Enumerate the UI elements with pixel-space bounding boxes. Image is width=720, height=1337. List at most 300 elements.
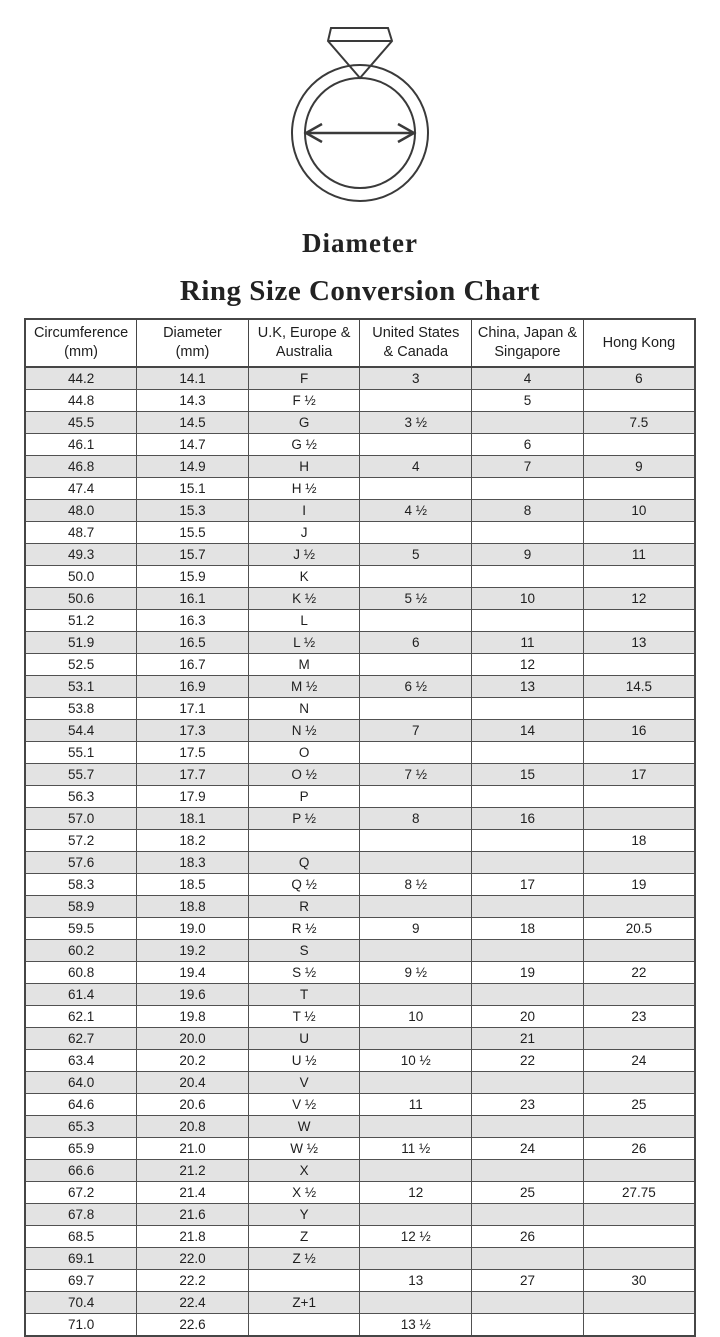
table-cell: 13 ½ xyxy=(360,1314,472,1337)
table-row xyxy=(25,1314,695,1337)
table-cell xyxy=(583,1116,695,1138)
table-row xyxy=(25,1094,695,1116)
table-row xyxy=(25,610,695,632)
table-cell: 4 ½ xyxy=(360,500,472,522)
table-cell: 9 xyxy=(472,544,584,566)
table-cell xyxy=(248,1314,360,1337)
table-cell xyxy=(360,830,472,852)
table-cell: O ½ xyxy=(248,764,360,786)
table-cell xyxy=(360,1028,472,1050)
table-cell: 23 xyxy=(583,1006,695,1028)
table-cell: T xyxy=(248,984,360,1006)
table-cell xyxy=(583,1028,695,1050)
table-cell: 15.7 xyxy=(137,544,249,566)
table-cell xyxy=(248,1270,360,1292)
table-cell: 18.2 xyxy=(137,830,249,852)
page-title: Ring Size Conversion Chart xyxy=(179,275,541,307)
table-row xyxy=(25,676,695,698)
table-cell: 20.4 xyxy=(137,1072,249,1094)
table-cell: 54.4 xyxy=(25,720,137,742)
table-cell: W xyxy=(248,1116,360,1138)
table-cell xyxy=(583,522,695,544)
table-cell: 6 xyxy=(360,632,472,654)
table-cell xyxy=(360,478,472,500)
table-cell xyxy=(472,830,584,852)
table-cell: 53.8 xyxy=(25,698,137,720)
table-cell: 23 xyxy=(472,1094,584,1116)
table-cell: 21 xyxy=(472,1028,584,1050)
table-cell: 12 xyxy=(360,1182,472,1204)
table-cell: M xyxy=(248,654,360,676)
table-cell: 14.5 xyxy=(583,676,695,698)
table-row xyxy=(25,764,695,786)
table-cell xyxy=(360,786,472,808)
table-cell xyxy=(472,940,584,962)
table-cell: P ½ xyxy=(248,808,360,830)
table-cell: 21.4 xyxy=(137,1182,249,1204)
diameter-arrow-icon xyxy=(306,124,414,142)
table-row xyxy=(25,830,695,852)
table-cell: K xyxy=(248,566,360,588)
table-cell: 18.3 xyxy=(137,852,249,874)
table-cell: 10 xyxy=(583,500,695,522)
table-cell: 18.8 xyxy=(137,896,249,918)
table-cell: 5 xyxy=(472,390,584,412)
table-cell xyxy=(360,610,472,632)
table-cell xyxy=(583,984,695,1006)
table-cell: 13 xyxy=(472,676,584,698)
table-cell: 8 ½ xyxy=(360,874,472,896)
table-cell: N xyxy=(248,698,360,720)
table-cell: 22.6 xyxy=(137,1314,249,1337)
table-cell: 57.2 xyxy=(25,830,137,852)
table-cell: 20.0 xyxy=(137,1028,249,1050)
table-cell: 11 xyxy=(360,1094,472,1116)
table-cell xyxy=(472,698,584,720)
table-cell: X ½ xyxy=(248,1182,360,1204)
table-cell: 15.3 xyxy=(137,500,249,522)
table-cell: 22.0 xyxy=(137,1248,249,1270)
ring-size-conversion-table xyxy=(24,318,696,1337)
table-cell xyxy=(583,1314,695,1337)
table-cell: J ½ xyxy=(248,544,360,566)
table-cell: 25 xyxy=(583,1094,695,1116)
table-cell: N ½ xyxy=(248,720,360,742)
table-cell: 65.9 xyxy=(25,1138,137,1160)
table-cell xyxy=(360,390,472,412)
column-header: Diameter (mm) xyxy=(137,319,249,367)
table-cell: 10 xyxy=(360,1006,472,1028)
table-cell xyxy=(583,434,695,456)
table-cell: 26 xyxy=(472,1226,584,1248)
table-cell: 27.75 xyxy=(583,1182,695,1204)
table-cell xyxy=(360,1204,472,1226)
table-row xyxy=(25,588,695,610)
column-header: Hong Kong xyxy=(583,319,695,367)
table-cell: 20.5 xyxy=(583,918,695,940)
table-cell xyxy=(583,566,695,588)
table-cell: 16.3 xyxy=(137,610,249,632)
table-cell: 26 xyxy=(583,1138,695,1160)
table-cell: 69.7 xyxy=(25,1270,137,1292)
table-cell: 48.0 xyxy=(25,500,137,522)
table-cell: 64.0 xyxy=(25,1072,137,1094)
column-header: Circumference (mm) xyxy=(25,319,137,367)
table-cell: 58.9 xyxy=(25,896,137,918)
table-row xyxy=(25,786,695,808)
table-row xyxy=(25,1072,695,1094)
table-cell xyxy=(472,1072,584,1094)
table-cell: L ½ xyxy=(248,632,360,654)
table-cell: 15.5 xyxy=(137,522,249,544)
table-cell: 60.8 xyxy=(25,962,137,984)
table-cell xyxy=(583,654,695,676)
table-cell: 22 xyxy=(583,962,695,984)
table-cell: 13 xyxy=(583,632,695,654)
table-row xyxy=(25,434,695,456)
table-cell: 59.5 xyxy=(25,918,137,940)
table-cell xyxy=(583,390,695,412)
table-cell: 7.5 xyxy=(583,412,695,434)
table-cell: 4 xyxy=(360,456,472,478)
table-cell: 64.6 xyxy=(25,1094,137,1116)
table-cell: 19.0 xyxy=(137,918,249,940)
table-cell: 61.4 xyxy=(25,984,137,1006)
table-cell: 14.9 xyxy=(137,456,249,478)
table-cell xyxy=(583,610,695,632)
table-cell: 18 xyxy=(583,830,695,852)
table-cell: 69.1 xyxy=(25,1248,137,1270)
table-cell xyxy=(472,478,584,500)
table-row xyxy=(25,1292,695,1314)
table-cell xyxy=(472,1204,584,1226)
table-cell: 44.2 xyxy=(25,367,137,390)
table-cell xyxy=(472,984,584,1006)
table-cell: 53.1 xyxy=(25,676,137,698)
table-cell: 16 xyxy=(472,808,584,830)
table-row xyxy=(25,412,695,434)
table-cell: I xyxy=(248,500,360,522)
table-row xyxy=(25,522,695,544)
table-cell: 19.6 xyxy=(137,984,249,1006)
table-cell: S xyxy=(248,940,360,962)
table-row xyxy=(25,1270,695,1292)
table-cell xyxy=(472,1160,584,1182)
table-cell: 19.8 xyxy=(137,1006,249,1028)
table-cell: 21.8 xyxy=(137,1226,249,1248)
table-cell: 9 xyxy=(360,918,472,940)
table-cell: 65.3 xyxy=(25,1116,137,1138)
table-cell: L xyxy=(248,610,360,632)
table-cell xyxy=(472,610,584,632)
table-row xyxy=(25,1050,695,1072)
table-row xyxy=(25,1116,695,1138)
table-cell: 24 xyxy=(583,1050,695,1072)
table-cell xyxy=(583,940,695,962)
table-cell xyxy=(360,1072,472,1094)
table-cell: 7 xyxy=(360,720,472,742)
table-cell: 6 xyxy=(472,434,584,456)
table-cell: 3 xyxy=(360,367,472,390)
table-row xyxy=(25,808,695,830)
table-cell xyxy=(583,1248,695,1270)
table-cell: 16.1 xyxy=(137,588,249,610)
table-cell xyxy=(583,1226,695,1248)
table-row xyxy=(25,1204,695,1226)
table-cell: 21.2 xyxy=(137,1160,249,1182)
table-cell: 22.2 xyxy=(137,1270,249,1292)
table-cell: 48.7 xyxy=(25,522,137,544)
table-cell xyxy=(583,1204,695,1226)
table-row xyxy=(25,390,695,412)
table-cell: S ½ xyxy=(248,962,360,984)
table-cell: 11 xyxy=(472,632,584,654)
table-cell xyxy=(360,852,472,874)
table-cell: 16.9 xyxy=(137,676,249,698)
table-cell: 12 xyxy=(583,588,695,610)
table-cell: Z xyxy=(248,1226,360,1248)
table-cell: 3 ½ xyxy=(360,412,472,434)
table-row xyxy=(25,698,695,720)
table-cell: 63.4 xyxy=(25,1050,137,1072)
table-cell: 18 xyxy=(472,918,584,940)
table-cell: 19 xyxy=(472,962,584,984)
table-cell: 50.0 xyxy=(25,566,137,588)
table-cell: 68.5 xyxy=(25,1226,137,1248)
table-cell: 4 xyxy=(472,367,584,390)
table-cell: 5 ½ xyxy=(360,588,472,610)
table-cell xyxy=(472,566,584,588)
table-cell: 24 xyxy=(472,1138,584,1160)
table-cell: Q ½ xyxy=(248,874,360,896)
table-cell xyxy=(583,808,695,830)
table-cell xyxy=(583,1160,695,1182)
table-row xyxy=(25,500,695,522)
table-cell: 57.0 xyxy=(25,808,137,830)
table-cell xyxy=(360,984,472,1006)
table-cell: P xyxy=(248,786,360,808)
table-body xyxy=(25,367,695,1336)
table-cell: H xyxy=(248,456,360,478)
table-cell: 27 xyxy=(472,1270,584,1292)
table-cell: Y xyxy=(248,1204,360,1226)
table-cell: 8 xyxy=(472,500,584,522)
table-cell: 7 ½ xyxy=(360,764,472,786)
table-cell: 58.3 xyxy=(25,874,137,896)
table-row xyxy=(25,632,695,654)
table-cell: 56.3 xyxy=(25,786,137,808)
table-cell: 50.6 xyxy=(25,588,137,610)
table-cell xyxy=(583,1292,695,1314)
table-cell: 18.5 xyxy=(137,874,249,896)
table-cell: 20 xyxy=(472,1006,584,1028)
table-cell: 21.0 xyxy=(137,1138,249,1160)
table-cell xyxy=(360,1248,472,1270)
table-cell: 15.1 xyxy=(137,478,249,500)
table-cell: 17.3 xyxy=(137,720,249,742)
table-cell: 52.5 xyxy=(25,654,137,676)
table-cell: 22.4 xyxy=(137,1292,249,1314)
table-cell xyxy=(583,852,695,874)
diamond-icon xyxy=(328,28,392,78)
table-row xyxy=(25,456,695,478)
table-cell: 62.1 xyxy=(25,1006,137,1028)
column-header: United States & Canada xyxy=(360,319,472,367)
table-cell: 19.2 xyxy=(137,940,249,962)
table-row xyxy=(25,940,695,962)
table-cell: X xyxy=(248,1160,360,1182)
table-cell xyxy=(472,786,584,808)
table-cell: V ½ xyxy=(248,1094,360,1116)
table-cell: 9 xyxy=(583,456,695,478)
table-cell: 11 ½ xyxy=(360,1138,472,1160)
table-cell: 17 xyxy=(472,874,584,896)
table-cell: G ½ xyxy=(248,434,360,456)
table-cell: 13 xyxy=(360,1270,472,1292)
table-cell: 46.1 xyxy=(25,434,137,456)
table-cell: K ½ xyxy=(248,588,360,610)
table-row xyxy=(25,962,695,984)
table-cell: 12 ½ xyxy=(360,1226,472,1248)
table-cell xyxy=(583,478,695,500)
table-cell: Z ½ xyxy=(248,1248,360,1270)
table-row xyxy=(25,896,695,918)
table-cell xyxy=(583,1072,695,1094)
table-cell: J xyxy=(248,522,360,544)
table-cell xyxy=(583,786,695,808)
table-cell: 14.1 xyxy=(137,367,249,390)
table-row xyxy=(25,1138,695,1160)
table-cell: 15.9 xyxy=(137,566,249,588)
table-row xyxy=(25,1028,695,1050)
table-cell: 66.6 xyxy=(25,1160,137,1182)
table-cell: Q xyxy=(248,852,360,874)
table-cell xyxy=(360,434,472,456)
table-cell: O xyxy=(248,742,360,764)
table-cell: R xyxy=(248,896,360,918)
table-cell: R ½ xyxy=(248,918,360,940)
table-cell: 20.8 xyxy=(137,1116,249,1138)
table-cell: 16 xyxy=(583,720,695,742)
column-header: U.K, Europe & Australia xyxy=(248,319,360,367)
table-cell: H ½ xyxy=(248,478,360,500)
header-row xyxy=(25,319,695,367)
table-cell xyxy=(472,852,584,874)
table-cell xyxy=(583,896,695,918)
table-cell: 70.4 xyxy=(25,1292,137,1314)
table-cell: 19.4 xyxy=(137,962,249,984)
table-cell: 55.1 xyxy=(25,742,137,764)
table-cell: 6 ½ xyxy=(360,676,472,698)
table-cell: U ½ xyxy=(248,1050,360,1072)
table-header xyxy=(25,319,695,367)
table-cell: 62.7 xyxy=(25,1028,137,1050)
table-cell: F xyxy=(248,367,360,390)
table-cell: 55.7 xyxy=(25,764,137,786)
table-cell xyxy=(248,830,360,852)
table-cell: 18.1 xyxy=(137,808,249,830)
table-row xyxy=(25,918,695,940)
table-cell: 17 xyxy=(583,764,695,786)
table-row xyxy=(25,1182,695,1204)
table-cell: 15 xyxy=(472,764,584,786)
table-cell: G xyxy=(248,412,360,434)
table-cell: 17.9 xyxy=(137,786,249,808)
table-cell xyxy=(360,940,472,962)
table-cell: 49.3 xyxy=(25,544,137,566)
table-cell xyxy=(360,698,472,720)
table-cell: 25 xyxy=(472,1182,584,1204)
table-cell: 47.4 xyxy=(25,478,137,500)
table-cell xyxy=(583,698,695,720)
table-cell xyxy=(472,1292,584,1314)
table-cell: 9 ½ xyxy=(360,962,472,984)
table-cell: 7 xyxy=(472,456,584,478)
table-cell xyxy=(360,1116,472,1138)
table-cell: 14.7 xyxy=(137,434,249,456)
table-row xyxy=(25,1160,695,1182)
table-cell: T ½ xyxy=(248,1006,360,1028)
table-cell: 71.0 xyxy=(25,1314,137,1337)
table-cell: 14.5 xyxy=(137,412,249,434)
table-cell xyxy=(472,522,584,544)
table-cell: U xyxy=(248,1028,360,1050)
table-cell: 5 xyxy=(360,544,472,566)
table-row xyxy=(25,720,695,742)
table-cell: 14 xyxy=(472,720,584,742)
table-cell: V xyxy=(248,1072,360,1094)
table-cell: 21.6 xyxy=(137,1204,249,1226)
table-cell: M ½ xyxy=(248,676,360,698)
table-cell: 12 xyxy=(472,654,584,676)
diameter-label: Diameter xyxy=(302,228,418,258)
table-cell: 51.2 xyxy=(25,610,137,632)
table-cell: 67.8 xyxy=(25,1204,137,1226)
table-row xyxy=(25,874,695,896)
table-cell xyxy=(583,742,695,764)
table-cell: W ½ xyxy=(248,1138,360,1160)
table-cell: 60.2 xyxy=(25,940,137,962)
table-row xyxy=(25,544,695,566)
table-cell: 30 xyxy=(583,1270,695,1292)
table-cell: 10 xyxy=(472,588,584,610)
table-row xyxy=(25,1248,695,1270)
table-row xyxy=(25,1006,695,1028)
table-row xyxy=(25,984,695,1006)
table-cell: 46.8 xyxy=(25,456,137,478)
table-cell: 22 xyxy=(472,1050,584,1072)
table-row xyxy=(25,478,695,500)
table-cell: 17.7 xyxy=(137,764,249,786)
table-cell: 44.8 xyxy=(25,390,137,412)
table-cell: 16.5 xyxy=(137,632,249,654)
table-row xyxy=(25,852,695,874)
table-cell: 19 xyxy=(583,874,695,896)
table-row xyxy=(25,654,695,676)
table-cell: 67.2 xyxy=(25,1182,137,1204)
table-cell xyxy=(360,566,472,588)
table-cell: Z+1 xyxy=(248,1292,360,1314)
table-row xyxy=(25,566,695,588)
table-cell xyxy=(472,412,584,434)
table-cell: 11 xyxy=(583,544,695,566)
table-row xyxy=(25,742,695,764)
table-cell xyxy=(472,1314,584,1337)
table-cell: 10 ½ xyxy=(360,1050,472,1072)
table-cell: 57.6 xyxy=(25,852,137,874)
table-cell xyxy=(472,1248,584,1270)
table-cell xyxy=(360,522,472,544)
